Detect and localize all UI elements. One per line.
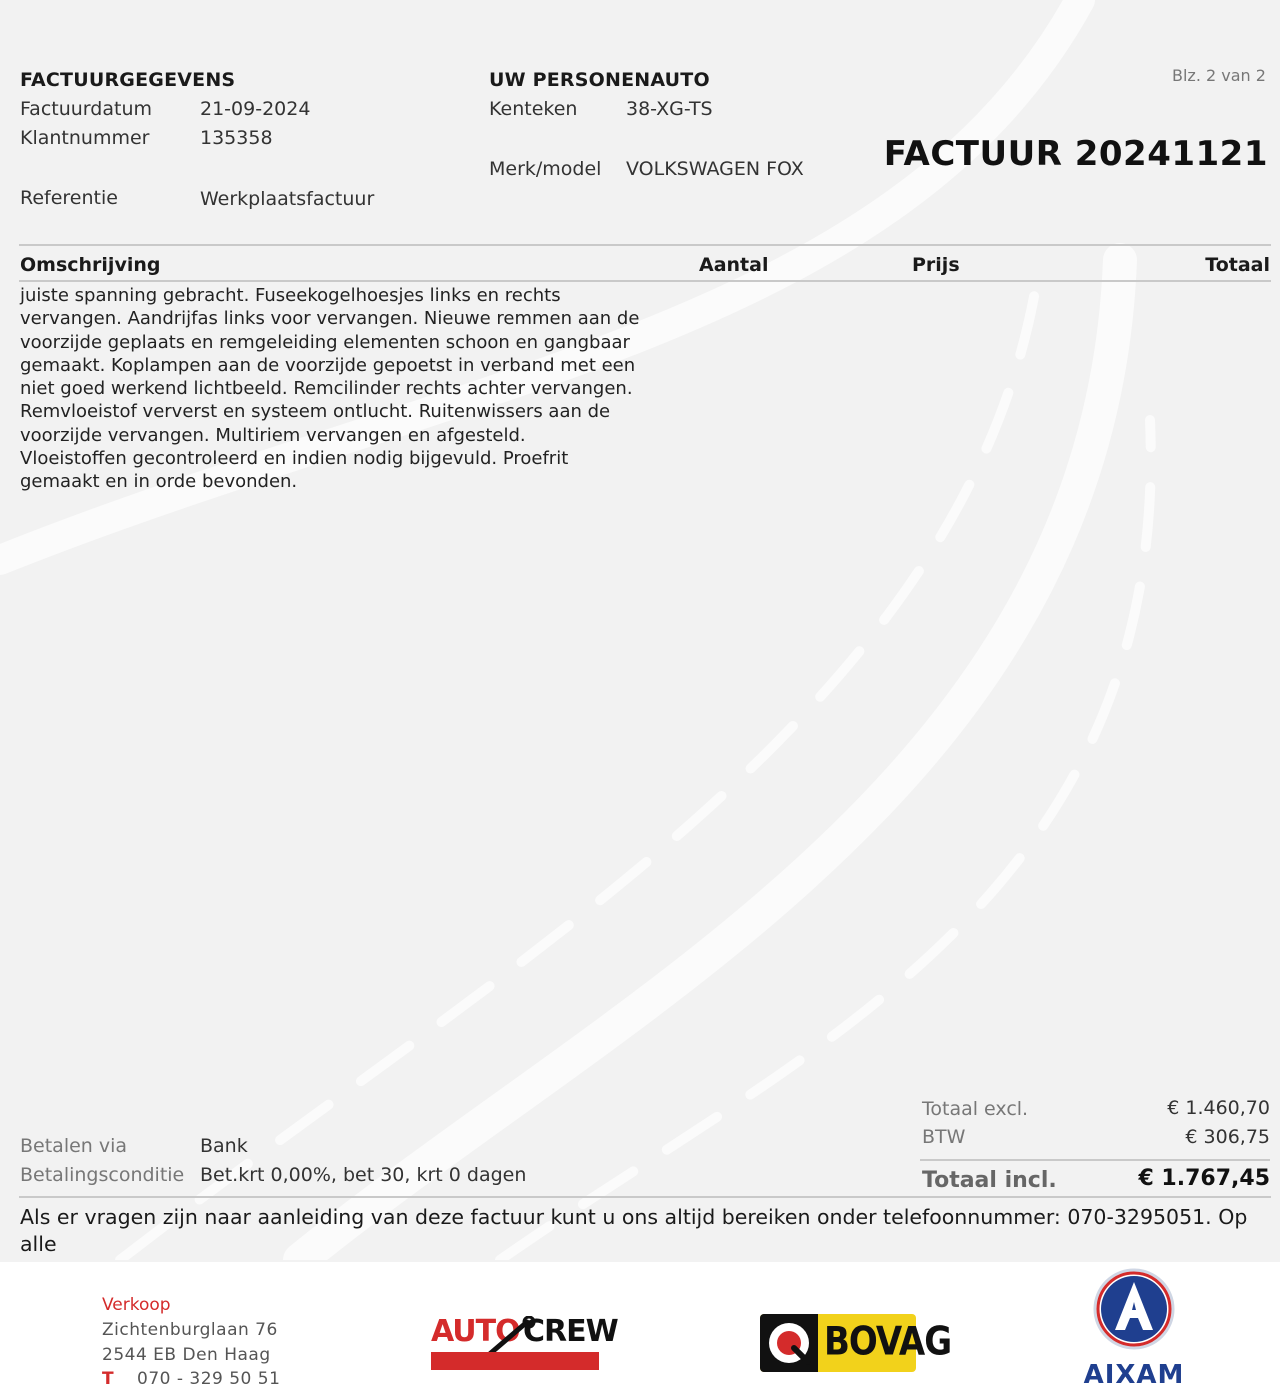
- description-line: voorzijde vervangen. Multiriem vervangen en afgesteld.: [20, 424, 526, 446]
- payment-terms-label: Betalingsconditie: [20, 1164, 185, 1186]
- notice-line: Als er vragen zijn naar aanleiding van deze factuur kunt u ons altijd bereiken onder telefoonnummer: 070-3295051. Op alle: [20, 1205, 1248, 1256]
- customer-number-label: Klantnummer: [20, 127, 150, 149]
- bovag-q-icon: [760, 1314, 818, 1372]
- description-line: Remvloeistof ververst en systeem ontlucht. Ruitenwissers aan de: [20, 401, 611, 423]
- license-plate-label: Kenteken: [489, 98, 578, 120]
- table-top-divider: [19, 244, 1271, 246]
- aixam-logo-text: AIXAM: [1083, 1360, 1185, 1390]
- vat-label: BTW: [922, 1126, 966, 1148]
- table-header-divider: [19, 280, 1271, 282]
- make-model-label: Merk/model: [489, 158, 602, 180]
- aixam-logo: [1075, 1268, 1193, 1392]
- page-indicator: Blz. 2 van 2: [1172, 66, 1266, 85]
- reference-label: Referentie: [20, 187, 118, 209]
- customer-number-value: 135358: [200, 127, 273, 149]
- total-incl-label: Totaal incl.: [922, 1168, 1057, 1193]
- footer-street: Zichtenburglaan 76: [102, 1320, 278, 1340]
- total-incl-value: € 1.767,45: [1138, 1166, 1270, 1191]
- reference-value: Werkplaatsfactuur: [200, 188, 375, 210]
- bovag-logo-text: BOVAG: [824, 1319, 952, 1365]
- description-line: gemaakt. Koplampen aan de voorzijde gepoetst in verband met een: [20, 354, 636, 376]
- autocrew-red-bar: [431, 1352, 599, 1370]
- notice-divider: [19, 1196, 1271, 1198]
- invoice-details-heading: FACTUURGEGEVENS: [20, 69, 236, 91]
- totals-divider: [920, 1159, 1270, 1161]
- license-plate-value: 38-XG-TS: [626, 98, 713, 120]
- col-quantity-header: Aantal: [699, 254, 769, 276]
- footer: [0, 1262, 1280, 1399]
- payment-method-label: Betalen via: [20, 1135, 128, 1157]
- autocrew-logo: [431, 1314, 618, 1374]
- vehicle-heading: UW PERSONENAUTO: [489, 69, 710, 91]
- description-line: Vloeistoffen gecontroleerd en indien nodig bijgevuld. Proefrit: [20, 448, 569, 470]
- payment-method-value: Bank: [200, 1135, 248, 1157]
- col-total-header: Totaal: [1205, 254, 1270, 276]
- col-price-header: Prijs: [912, 254, 960, 276]
- description-line: niet goed werkend lichtbeeld. Remcilinder rechts achter vervangen.: [20, 378, 633, 400]
- bovag-logo: [760, 1314, 952, 1372]
- autocrew-logo-right: CREW: [523, 1314, 618, 1349]
- bovag-emblem: [760, 1314, 818, 1372]
- total-excl-label: Totaal excl.: [922, 1098, 1029, 1120]
- description-line: voorzijde geplaats en remgeleiding elementen schoon en gangbaar: [20, 331, 630, 353]
- invoice-date-label: Factuurdatum: [20, 98, 152, 120]
- autocrew-logo-left: AUTO: [431, 1314, 520, 1349]
- aixam-emblem-icon: [1093, 1268, 1175, 1350]
- footer-department: Verkoop: [102, 1295, 171, 1315]
- invoice-date-value: 21-09-2024: [200, 98, 311, 120]
- footer-city: 2544 EB Den Haag: [102, 1345, 271, 1365]
- footer-phone-prefix: T: [102, 1369, 114, 1389]
- col-description-header: Omschrijving: [20, 254, 161, 276]
- description-line: juiste spanning gebracht. Fuseekogelhoesjes links en rechts: [20, 285, 561, 306]
- invoice-title: FACTUUR 20241121: [883, 134, 1268, 174]
- line-item-description: [20, 284, 660, 494]
- vat-value: € 306,75: [1185, 1126, 1270, 1148]
- payment-terms-value: Bet.krt 0,00%, bet 30, krt 0 dagen: [200, 1164, 527, 1186]
- make-model-value: VOLKSWAGEN FOX: [626, 158, 804, 180]
- description-line: gemaakt en in orde bevonden.: [20, 471, 298, 493]
- total-excl-value: € 1.460,70: [1167, 1097, 1270, 1119]
- description-line: vervangen. Aandrijfas links voor vervangen. Nieuwe remmen aan de: [20, 308, 640, 330]
- footer-phone: 070 - 329 50 51: [137, 1369, 281, 1389]
